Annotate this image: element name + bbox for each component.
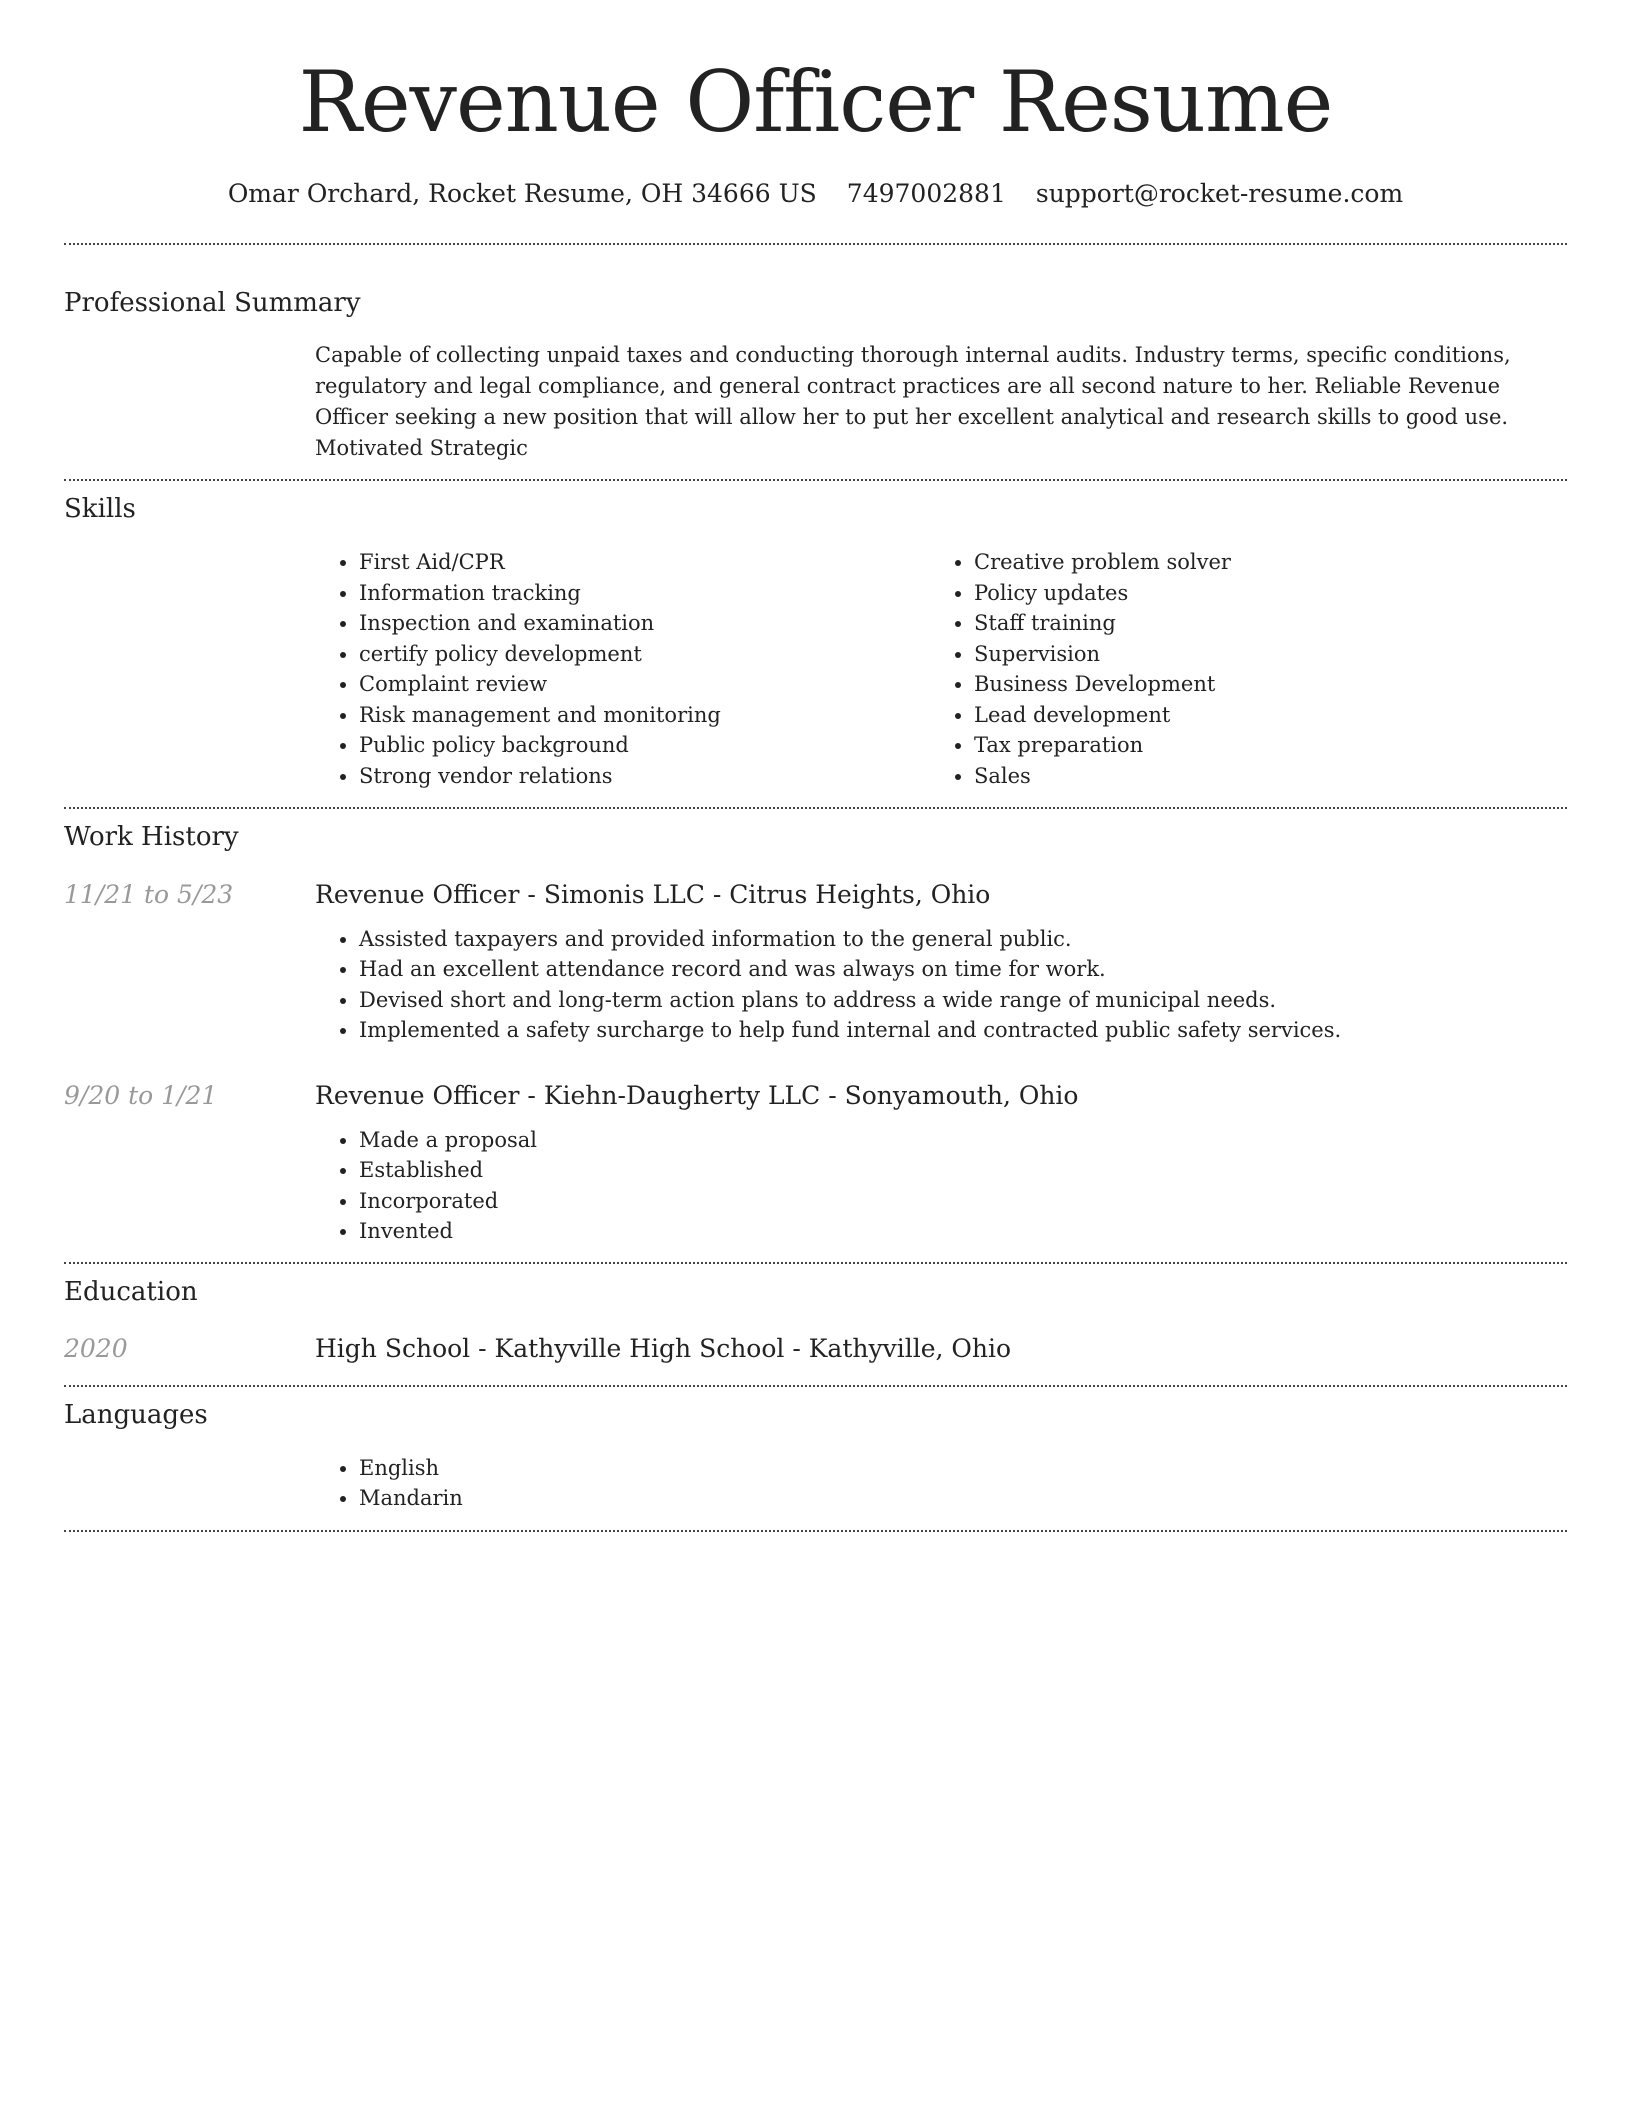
skill-item: • First Aid/CPR	[359, 547, 930, 578]
skill-item: • Strong vendor relations	[359, 761, 930, 792]
job-dates: 11/21 to 5/23	[64, 879, 234, 909]
job-bullet: • Invented	[359, 1216, 1567, 1247]
contact-address: Omar Orchard, Rocket Resume, OH 34666 US	[227, 179, 817, 208]
job-bullet: • Established	[359, 1155, 1567, 1186]
languages-heading: Languages	[64, 1399, 208, 1430]
skill-item: • Tax preparation	[974, 730, 1545, 761]
job-title: Revenue Officer - Kiehn-Daugherty LLC - Sonyamouth, Ohio	[315, 1080, 1079, 1110]
language-item: • Mandarin	[359, 1483, 1567, 1514]
contact-email: support@rocket-resume.com	[1035, 179, 1404, 208]
job-bullet: • Incorporated	[359, 1186, 1567, 1217]
job-entry	[64, 880, 1567, 1046]
skill-item: • certify policy development	[359, 639, 930, 670]
summary-text: Capable of collecting unpaid taxes and conducting thorough internal audits. Industry terms, specific conditions, regulatory and legal compliance, and general contract practices are all second nature to her. Reliable Revenue Officer seeking a new position that will allow her to put her excellent analytical and research skills to good use. Motivated Strategic	[315, 343, 1511, 461]
work-heading: Work History	[64, 822, 239, 853]
job-entry	[64, 1081, 1567, 1247]
education-year: 2020	[64, 1333, 128, 1363]
job-dates: 9/20 to 1/21	[64, 1080, 218, 1110]
job-bullet: • Assisted taxpayers and provided information to the general public.	[359, 924, 1567, 955]
skill-item: • Policy updates	[974, 578, 1545, 609]
skill-item: • Creative problem solver	[974, 547, 1545, 578]
skills-heading: Skills	[64, 494, 136, 525]
skill-item: • Inspection and examination	[359, 608, 930, 639]
skills-column-left	[315, 547, 930, 791]
skill-item: • Staff training	[974, 608, 1545, 639]
resume-title: Revenue Officer Resume	[298, 53, 1333, 151]
skill-item: • Lead development	[974, 700, 1545, 731]
job-bullet: • Devised short and long-term action plans to address a wide range of municipal needs.	[359, 985, 1567, 1016]
education-heading: Education	[64, 1276, 198, 1307]
summary-heading: Professional Summary	[64, 288, 361, 318]
language-item: • English	[359, 1453, 1567, 1484]
job-bullet: • Made a proposal	[359, 1125, 1567, 1156]
skill-item: • Information tracking	[359, 578, 930, 609]
skills-section	[64, 481, 1567, 791]
divider-languages	[64, 1530, 1567, 1532]
work-section	[64, 809, 1567, 1246]
skill-item: • Risk management and monitoring	[359, 700, 930, 731]
skill-item: • Complaint review	[359, 669, 930, 700]
contact-line	[64, 179, 1567, 208]
contact-phone: 7497002881	[846, 179, 1006, 208]
job-bullet: • Had an excellent attendance record and was always on time for work.	[359, 954, 1567, 985]
resume-page	[64, 0, 1567, 1532]
summary-section	[64, 245, 1567, 464]
job-title: Revenue Officer - Simonis LLC - Citrus Heights, Ohio	[315, 879, 991, 909]
skill-item: • Sales	[974, 761, 1545, 792]
skill-item: • Business Development	[974, 669, 1545, 700]
skills-column-right	[930, 547, 1545, 791]
languages-section	[64, 1387, 1567, 1514]
job-bullet: • Implemented a safety surcharge to help fund internal and contracted public safety services.	[359, 1015, 1567, 1046]
skill-item: • Public policy background	[359, 730, 930, 761]
skill-item: • Supervision	[974, 639, 1545, 670]
education-entry	[64, 1334, 1567, 1364]
education-section	[64, 1264, 1567, 1364]
education-title: High School - Kathyville High School - Kathyville, Ohio	[315, 1333, 1012, 1363]
